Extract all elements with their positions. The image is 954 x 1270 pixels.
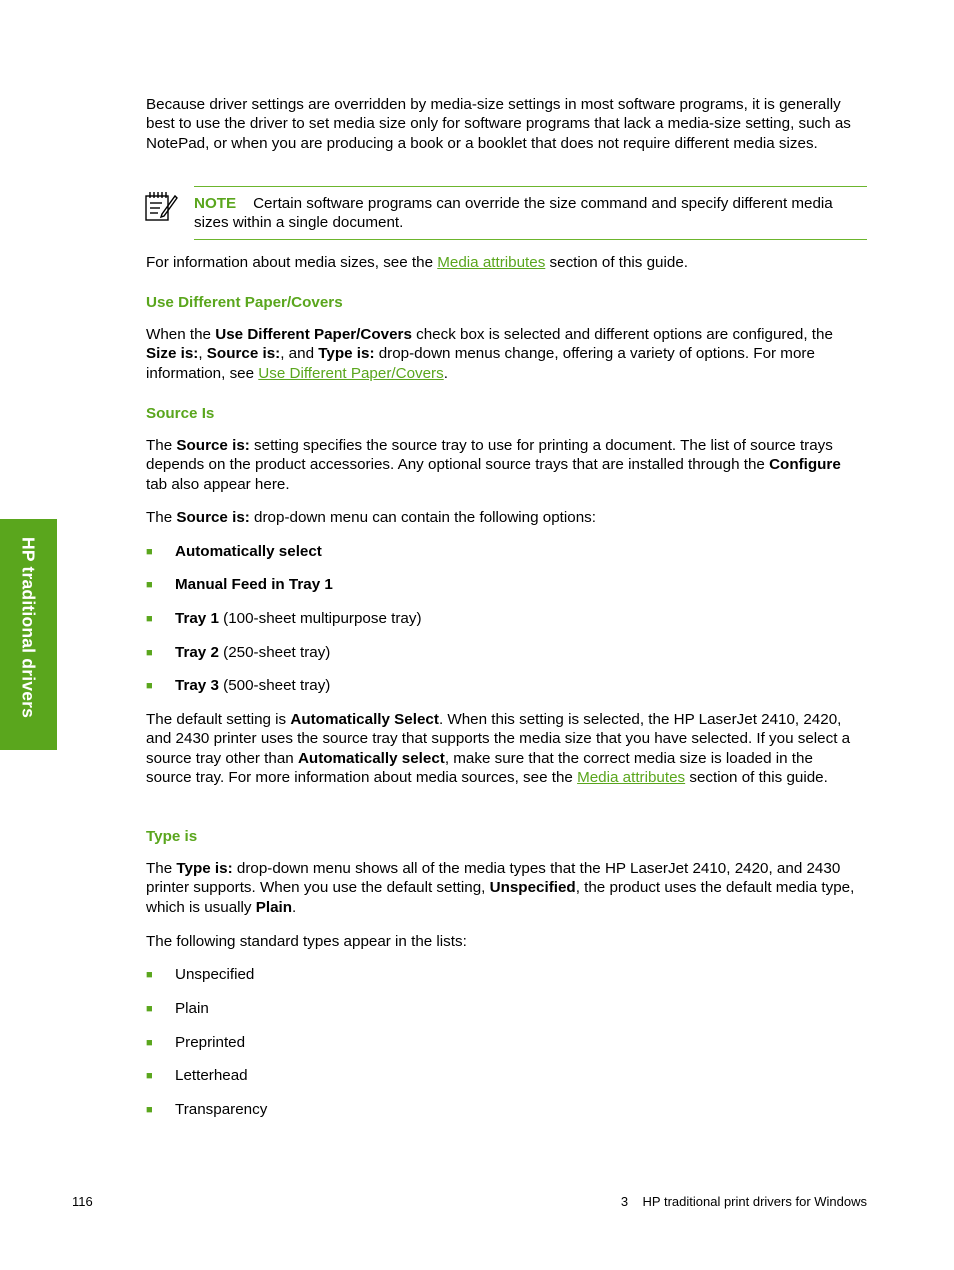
use-different-paper-link[interactable]: Use Different Paper/Covers <box>258 364 444 382</box>
bold-text: Source is: <box>206 345 281 363</box>
media-attributes-link[interactable]: Media attributes <box>437 254 546 271</box>
option-detail: (500-sheet tray) <box>218 677 331 694</box>
bullet-icon: ■ <box>146 1037 153 1049</box>
text: drop-down menu can contain the following options: <box>249 509 596 526</box>
bold-text: Automatically Select <box>290 711 439 728</box>
bold-text: Configure <box>769 456 841 474</box>
media-info-paragraph <box>146 253 862 272</box>
type-label: Letterhead <box>175 1067 248 1084</box>
bold-text: Size is: <box>146 345 199 363</box>
page-number: 116 <box>72 1194 93 1209</box>
option-detail: (100-sheet multipurpose tray) <box>218 610 422 627</box>
option-detail: (250-sheet tray) <box>218 644 331 661</box>
source-paragraph-3 <box>146 710 862 788</box>
text: , and <box>280 345 319 363</box>
side-tab <box>0 519 57 750</box>
text: . <box>292 898 297 916</box>
bold-text: Source is: <box>176 509 250 526</box>
type-label: Preprinted <box>175 1034 246 1051</box>
bullet-icon: ■ <box>146 680 153 692</box>
text: drop-down menu shows all of the media types that the HP LaserJet 2410, 2420, and 2430 printer supports. When you use the default setting, <box>146 860 841 897</box>
heading-source-is: Source Is <box>146 405 215 422</box>
text: The <box>146 437 177 454</box>
note-body: Certain software programs can override the size command and specify different media sizes within a single document. <box>194 195 833 232</box>
bullet-icon: ■ <box>146 1070 153 1082</box>
text: When the <box>146 326 216 343</box>
bullet-icon: ■ <box>146 647 153 659</box>
media-attributes-link-2[interactable]: Media attributes <box>577 769 686 787</box>
text: setting specifies the source tray to use for printing a document. The list of source trays depends on the product accessories. Any optional source trays that are installed through the <box>146 437 833 474</box>
source-paragraph-1 <box>146 436 862 494</box>
side-tab-label: HP traditional drivers <box>18 537 39 719</box>
note-text <box>194 194 867 233</box>
paper-covers-paragraph <box>146 325 862 383</box>
bold-text: Use Different Paper/Covers <box>215 326 412 343</box>
text: , <box>198 345 207 363</box>
bullet-icon: ■ <box>146 546 153 558</box>
bullet-icon: ■ <box>146 1003 153 1015</box>
note-box <box>194 186 867 240</box>
text: The <box>146 509 177 526</box>
text: , make sure that the correct media size is loaded in the source tray. For more information about media sources, see the <box>146 749 813 787</box>
note-icon <box>144 190 178 222</box>
text: drop-down menus change, offering a variety of options. For more information, see <box>146 345 815 382</box>
source-paragraph-2 <box>146 508 862 527</box>
intro-paragraph: Because driver settings are overridden by media-size settings in most software programs, it is generally best to use the driver to set media size only for software programs that lack a media-size setting, such as NotePad, or when you are producing a book or a booklet that does not require different media sizes. <box>146 96 851 152</box>
media-info-suffix: section of this guide. <box>545 254 688 271</box>
type-label: Plain <box>175 1000 209 1017</box>
text: The <box>146 860 177 877</box>
bullet-icon: ■ <box>146 613 153 625</box>
bold-text: Source is: <box>176 437 250 454</box>
note-label: NOTE <box>194 195 237 212</box>
heading-use-different-paper: Use Different Paper/Covers <box>146 294 343 311</box>
text: . <box>443 364 448 382</box>
bullet-icon: ■ <box>146 579 153 591</box>
text: check box is selected and different options are configured, the <box>411 326 833 343</box>
bullet-icon: ■ <box>146 1104 153 1116</box>
bold-text: Plain <box>255 898 293 916</box>
type-paragraph-1 <box>146 859 862 917</box>
bold-text: Type is: <box>318 345 375 363</box>
bullet-icon: ■ <box>146 969 153 981</box>
option-label: Tray 2 <box>175 644 219 661</box>
text: , the product uses the default media type, which is usually <box>146 879 855 916</box>
text: section of this guide. <box>685 769 828 787</box>
footer-chapter: 3 HP traditional print drivers for Windows <box>620 1194 867 1209</box>
media-info-prefix: For information about media sizes, see the <box>146 254 438 271</box>
heading-type-is: Type is <box>146 828 198 845</box>
text: . When this setting is selected, the HP LaserJet 2410, 2420, and 2430 printer uses the source tray that supports the media size that you have selected. If you select a source tray other than <box>146 711 851 767</box>
option-label: Automatically select <box>175 543 322 560</box>
option-label: Tray 3 <box>175 677 219 694</box>
type-label: Transparency <box>175 1101 268 1118</box>
bold-text: Automatically select <box>297 749 445 767</box>
text: The default setting is <box>146 711 291 728</box>
option-label: Manual Feed in Tray 1 <box>175 576 333 593</box>
bold-text: Unspecified <box>489 879 576 897</box>
type-label: Unspecified <box>175 966 255 983</box>
type-paragraph-2: The following standard types appear in the lists: <box>146 933 467 950</box>
option-label: Tray 1 <box>175 610 219 627</box>
text: tab also appear here. <box>146 475 290 493</box>
bold-text: Type is: <box>176 860 233 877</box>
